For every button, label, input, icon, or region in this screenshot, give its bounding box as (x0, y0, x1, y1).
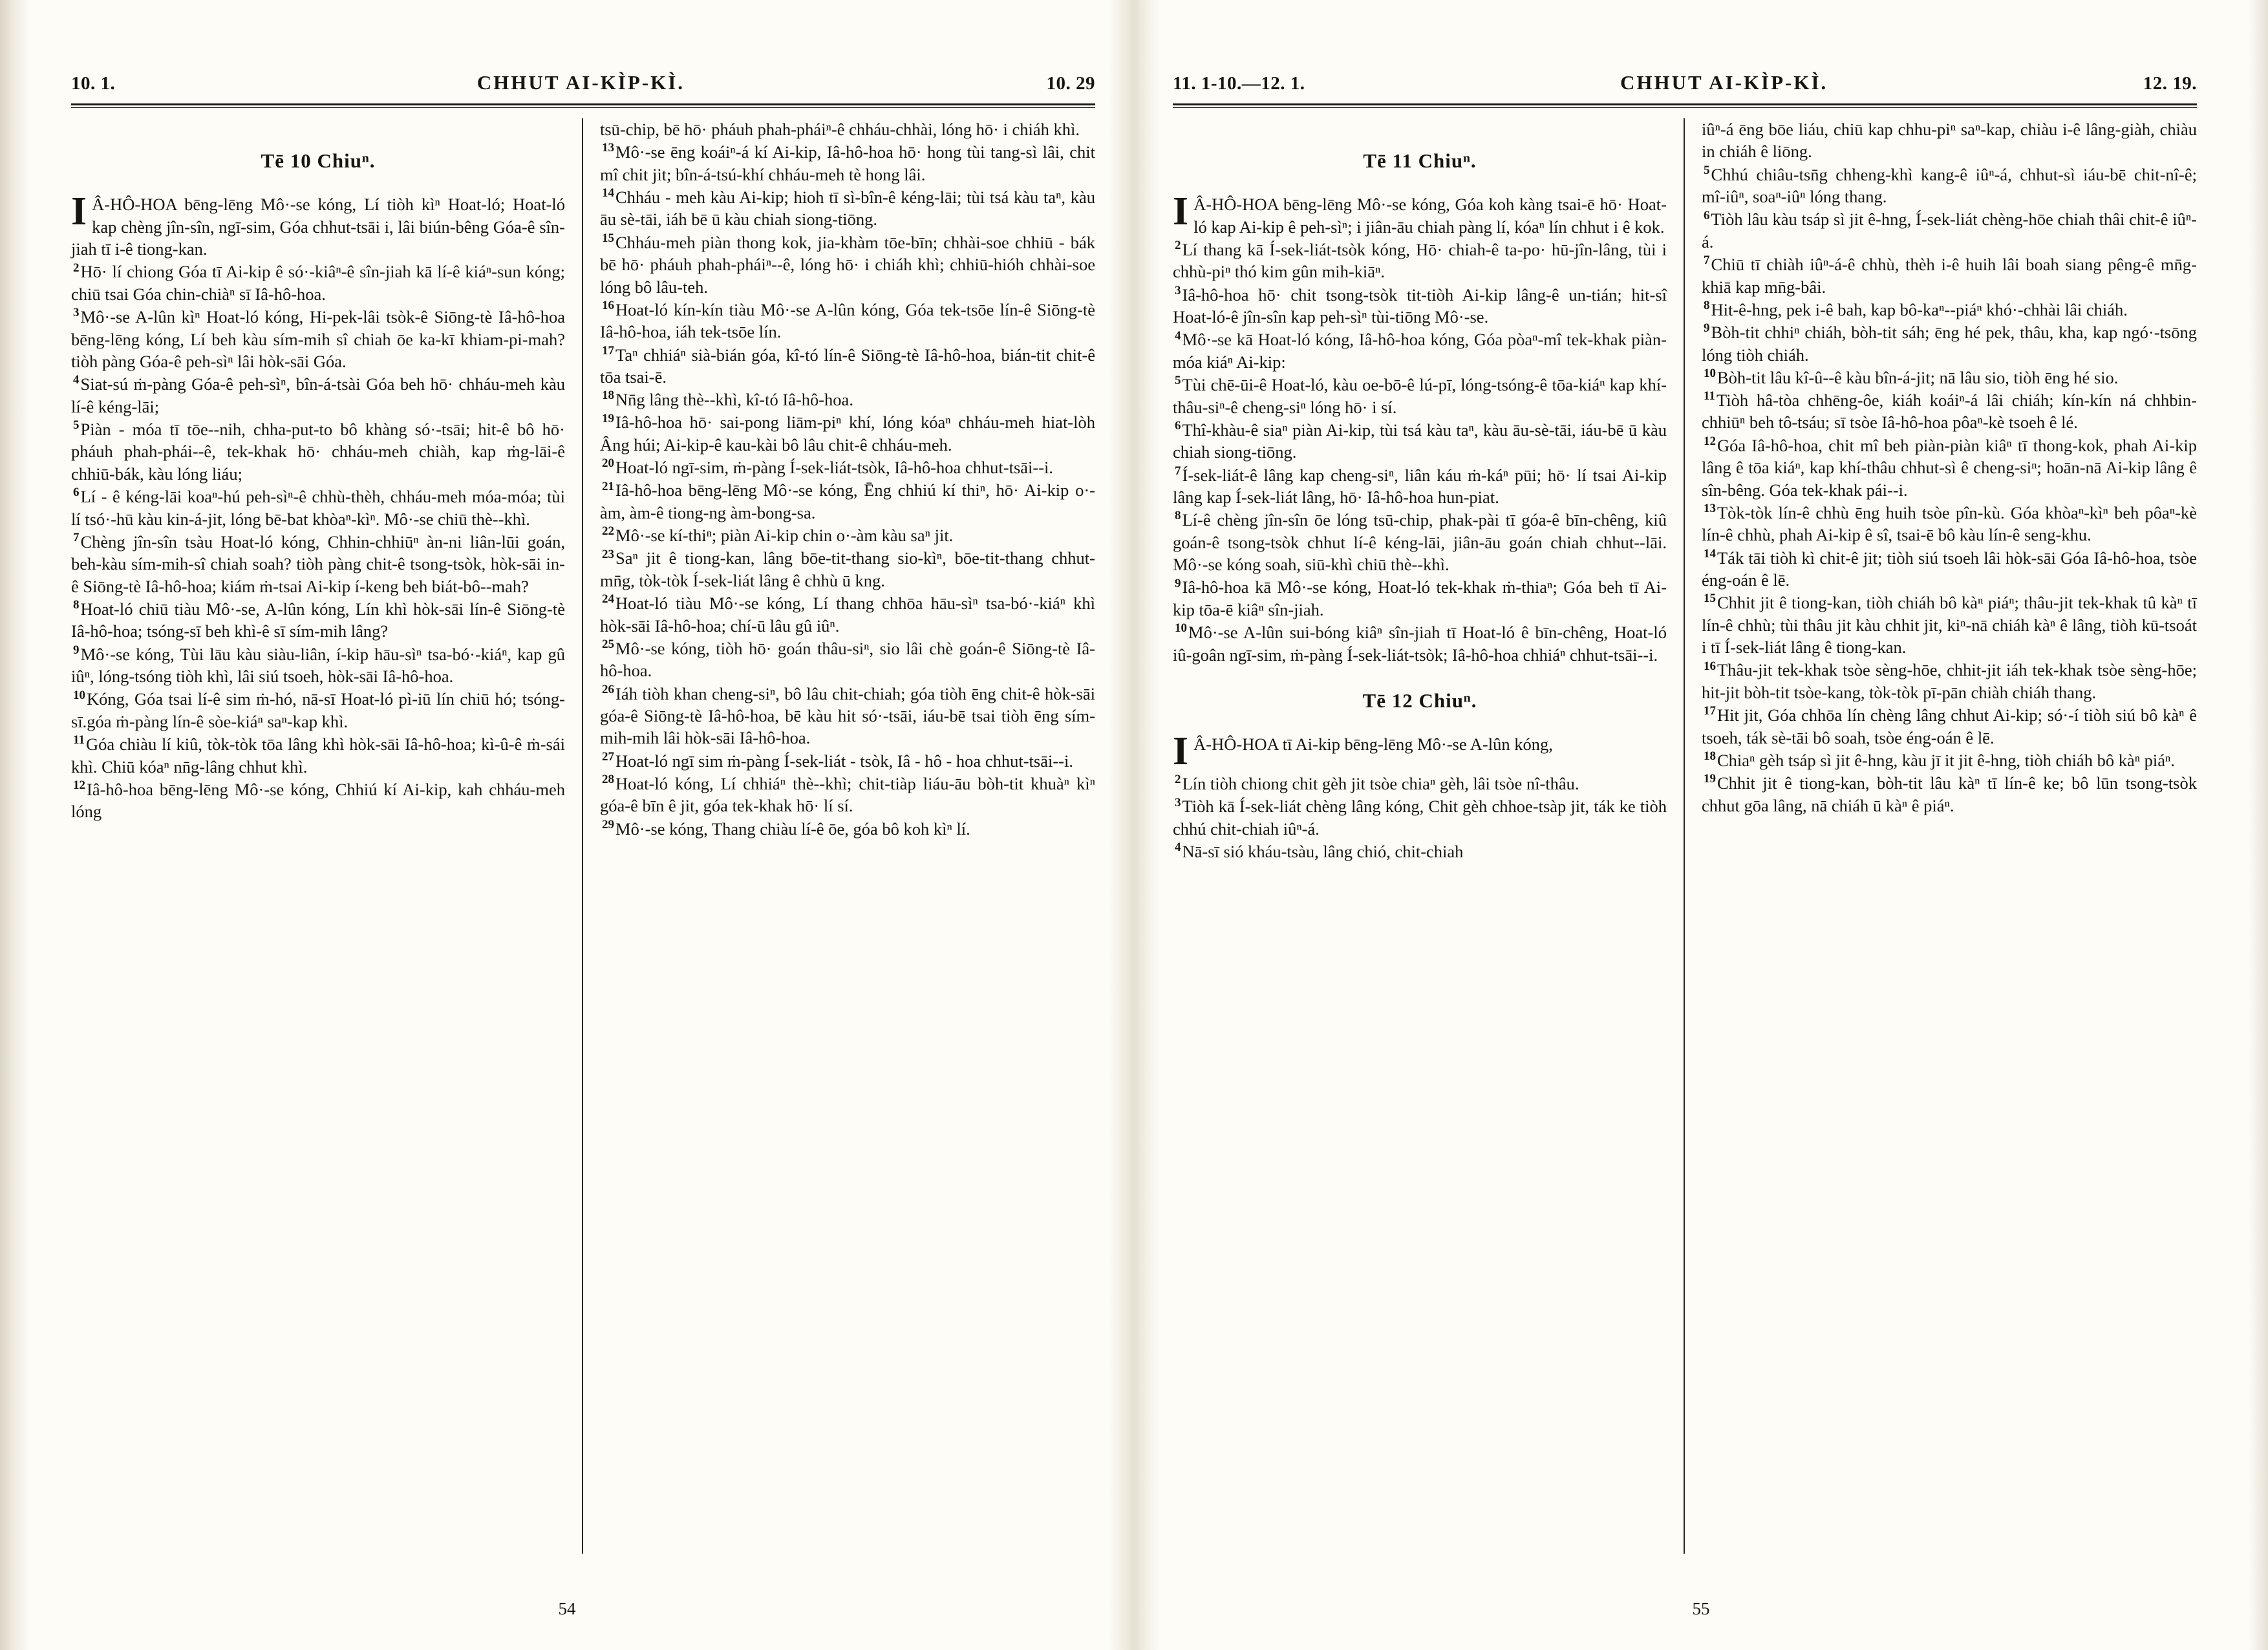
verse-text: $^{12}$Góa Iâ-hô-hoa, chit mî beh piàn-piàn kiâⁿ tī thong-kok, phah Ai-kip lâng ê tōa kiáⁿ, kap khí-thâu chhut-sì ê cheng-siⁿ; hoān-nā Ai-kip lâng ê sîn-bêng. Góa tek-khak pái--i. (1702, 434, 2197, 500)
paragraph (1173, 283, 1667, 328)
drop-cap-letter: I (1173, 729, 1189, 774)
chapter-heading-10: Tē 10 Chiuⁿ. (261, 149, 376, 172)
verse-text: $^7$Í-sek-liát-ê lâng kap cheng-siⁿ, liân káu ṁ-káⁿ pūi; hō· lí tsai Ai-kip lâng kap Í-sek-liát lâng, hō· Iâ-hô-hoa hun-piat. (1173, 464, 1667, 507)
verse-number: 7 (1175, 464, 1181, 478)
verse-text: $^{28}$Hoat-ló kóng, Lí chhiáⁿ thè--khì; chit-tiàp liáu-āu bòh-tit khuàⁿ kìⁿ góa-ê bīn ê jit, góa tek-khak hō· lí sí. (600, 773, 1095, 816)
paragraph (600, 547, 1095, 592)
left-header-ref-end: 10. 29 (1046, 73, 1095, 94)
right-column-1 (1173, 118, 1685, 1554)
verse-number: 7 (73, 531, 80, 544)
paragraph (600, 118, 1095, 140)
verse-text: $^6$Thî-khàu-ê siaⁿ piàn Ai-kip, tùi tsá kàu taⁿ, kàu āu-sè-tāi, iáu-bē ū kàu chiah siong-tiōng. (1173, 418, 1667, 462)
paragraph (1173, 189, 1667, 238)
paragraph (1173, 464, 1667, 509)
paragraph (1702, 771, 2197, 817)
verse-number: 6 (1175, 418, 1181, 433)
verse-text: $^7$Chiū tī chiàh iûⁿ-á-ê chhù, thèh i-ê huih lâi boah siang pêng-ê mn̄g-khiā kap mn̄g-bâi. (1702, 253, 2197, 297)
paragraph (1702, 591, 2197, 658)
verse-number: 26 (602, 682, 614, 696)
verse-number: 14 (1704, 546, 1716, 561)
verse-number: 17 (602, 343, 614, 358)
paragraph (1702, 366, 2197, 389)
paragraph (600, 637, 1095, 682)
verse-number: 17 (1704, 704, 1716, 718)
verse-number: 8 (1704, 298, 1710, 312)
paragraph (600, 298, 1095, 343)
verse-text: $^{22}$Mô·-se kí-thiⁿ; piàn Ai-kip chin o·-àm kàu saⁿ jit. (600, 526, 953, 545)
paragraph (1173, 772, 1667, 795)
verse-number: 24 (602, 592, 614, 606)
verse-number: 10 (73, 688, 85, 702)
paragraph (600, 682, 1095, 749)
verse-text: $^{17}$Taⁿ chhiáⁿ sià-bián góa, kî-tó lín-ê Siōng-tè Iâ-hô-hoa, bián-tit chit-ê tōa tsai-ē. (600, 343, 1095, 387)
verse-number: 19 (1704, 772, 1716, 786)
verse-text: $^{16}$Thâu-jit tek-khak tsòe sèng-hōe, chhit-jit iáh tek-khak tsòe sèng-hōe; hit-jit bòh-tit tsòe-kang, tòk-tòk pī-pān chiàh chiáh thang. (1702, 659, 2197, 702)
verse-text: $^9$Bòh-tit chhiⁿ chiáh, bòh-tit sáh; ēng hé pek, thâu, kha, kap ngó·-tsōng lóng tiòh chiáh. (1702, 321, 2197, 365)
paragraph (71, 597, 565, 643)
paragraph (1702, 389, 2197, 434)
paragraph (600, 524, 1095, 546)
verse-text: $^{12}$Iâ-hô-hoa bēng-lēng Mô·-se kóng, Chhiú kí Ai-kip, kah chháu-meh lóng (71, 778, 565, 822)
verse-number: 18 (602, 389, 614, 403)
verse-text: $^{19}$Chhit jit ê tiong-kan, bòh-tit lâu kàⁿ tī lín-ê ke; bô lūn tsong-tsòk chhut gōa lâng, nā chiáh ū kàⁿ ê piáⁿ. (1702, 772, 2197, 815)
verse-number: 12 (73, 778, 85, 792)
verse-number: 16 (602, 298, 614, 312)
verse-number: 3 (1175, 795, 1181, 809)
paragraph (1702, 703, 2197, 749)
left-header-title: CHHUT AI-KÌP-KÌ. (476, 71, 685, 94)
paragraph (1173, 418, 1667, 464)
verse-text: $^{18}$Chiaⁿ gèh tsáp sì jit ê-hng, kàu jī it jit ê-hng, tiòh chiáh bô kàⁿ piáⁿ. (1702, 751, 2175, 770)
right-page-running-head (1173, 71, 2197, 94)
verse-text: $^{13}$Mô·-se ēng koáiⁿ-á kí Ai-kip, Iâ-hô-hoa hō· hong tùi tang-sì lâi, chit mî chit jit; bîn-á-tsú-khí chháu-meh tè hong lâi. (600, 141, 1095, 184)
verse-text: $^2$Lín tiòh chiong chit gèh jit tsòe chiaⁿ gèh, lâi tsòe nî-thâu. (1173, 774, 1579, 793)
verse-number: 3 (1175, 283, 1181, 297)
verse-number: 9 (73, 643, 80, 657)
paragraph (600, 231, 1095, 298)
paragraph (600, 388, 1095, 411)
verse-number: 14 (602, 186, 614, 200)
verse-number: 10 (1704, 366, 1716, 380)
left-page-number: 54 (558, 1599, 576, 1618)
verse-number: 4 (73, 373, 80, 387)
left-page-running-head (71, 71, 1095, 94)
verse-number: 13 (1704, 502, 1716, 516)
chapter-heading-12: Tē 12 Chiuⁿ. (1362, 689, 1477, 712)
verse-number: 4 (1175, 328, 1181, 343)
paragraph (600, 411, 1095, 456)
verse-text: $^2$Lí thang kā Í-sek-liát-tsòk kóng, Hō· chiah-ê ta-po· hū-jîn-lâng, tùi i chhù-piⁿ thó kim gûn mih-kiāⁿ. (1173, 239, 1667, 282)
left-page-columns (71, 118, 1095, 1554)
verse-text: $^{23}$Saⁿ jit ê tiong-kan, lâng bōe-tit-thang sio-kìⁿ, bōe-tit-thang chhut-mn̄g, tòk-tòk Í-sek-liát lâng ê chhù ū kng. (600, 547, 1095, 590)
paragraph (71, 261, 565, 306)
verse-number: 5 (1704, 163, 1710, 177)
verse-text: $^{24}$Hoat-ló tiàu Mô·-se kóng, Lí thang chhōa hāu-sìⁿ tsa-bó·-kiáⁿ khì hòk-sāi Iâ-hô-hoa; chí-ū lâu gû iûⁿ. (600, 592, 1095, 636)
drop-cap-letter: I (1173, 189, 1189, 234)
left-header-rule (71, 103, 1095, 108)
verse-text: $^3$Mô·-se A-lûn kìⁿ Hoat-ló kóng, Hi-pek-lâi tsòk-ê Siōng-tè Iâ-hô-hoa bēng-lēng kóng, Lí beh kàu sím-mih sî chiah ōe ka-kī khiam-pi-mah? tiòh pàng Góa-ê peh-sìⁿ lâi hòk-sāi Góa. (71, 306, 565, 372)
verse-number: 18 (1704, 749, 1716, 764)
verse-number: 15 (602, 231, 614, 245)
verse-number: 28 (602, 773, 614, 787)
paragraph (600, 817, 1095, 840)
paragraph (1702, 298, 2197, 321)
verse-text: $^{13}$Tòk-tòk lín-ê chhù ēng huih tsòe pîn-kù. Góa khòaⁿ-kìⁿ beh pôaⁿ-kè lín-ê chhù, phah Ai-kip ê sî, tsai-ē bô kàu lín-ê seng-khu. (1702, 502, 2197, 545)
verse-text: $^{17}$Hit jit, Góa chhōa lín chèng lâng chhut Ai-kip; só·-í tiòh siú bô kàⁿ ê tsoeh, ták sè-tāi bô soah, tsòe éng-oán ê lē. (1702, 704, 2197, 747)
verse-text: $^8$Hoat-ló chiū tiàu Mô·-se, A-lûn kóng, Lín khì hòk-sāi lín-ê Siōng-tè Iâ-hô-hoa; tsóng-sī beh khì-ê sī sím-mih lâng? (71, 598, 565, 641)
verse-text: Â-HÔ-HOA tī Ai-kip bēng-lēng Mô·-se A-lûn kóng, (1193, 734, 1553, 755)
verse-number: 22 (602, 524, 614, 539)
verse-number: 2 (1175, 239, 1181, 253)
right-column-2 (1685, 118, 2197, 1554)
verse-number: 16 (1704, 659, 1716, 673)
verse-text: $^{18}$Nn̄g lâng thè--khì, kî-tó Iâ-hô-hoa. (600, 390, 853, 409)
verse-number: 9 (1704, 321, 1710, 336)
verse-text: $^6$Lí - ê kéng-lāi koaⁿ-hú peh-sìⁿ-ê chhù-thèh, chháu-meh móa-móa; tùi lí tsó·-hū kàu kin-á-jit, lóng bē-bat khòaⁿ-kìⁿ. Mô·-se chiū thè--khì. (71, 486, 565, 529)
verse-text: tsū-chip, bē hō· pháuh phah-pháiⁿ-ê chháu-chhài, lóng hō· i chiáh khì. (600, 120, 1080, 139)
verse-number: 20 (602, 456, 614, 471)
verse-number: 12 (1704, 434, 1716, 448)
verse-text: $^2$Hō· lí chiong Góa tī Ai-kip ê só·-kiâⁿ-ê sîn-jiah kā lí-ê kiáⁿ-sun kóng; chiū tsai Góa chin-chiàⁿ sī Iâ-hô-hoa. (71, 261, 565, 304)
verse-text: $^{27}$Hoat-ló ngī sim ṁ-pàng Í-sek-liát - tsòk, Iâ - hô - hoa chhut-tsāi--i. (600, 751, 1073, 771)
verse-text: $^{10}$Mô·-se A-lûn sui-bóng kiâⁿ sîn-jiah tī Hoat-ló ê bīn-chêng, Hoat-ló iû-goân ngī-sim, ṁ-pàng Í-sek-liát-tsòk; Iâ-hô-hoa chhiáⁿ chhut-tsāi--i. (1173, 621, 1667, 665)
verse-text: $^{16}$Hoat-ló kín-kín tiàu Mô·-se A-lûn kóng, Góa tek-tsōe lín-ê Siōng-tè Iâ-hô-hoa, iáh tek-tsōe lín. (600, 298, 1095, 342)
paragraph (1702, 321, 2197, 366)
paragraph (1173, 328, 1667, 374)
paragraph (600, 749, 1095, 772)
verse-text: Â-HÔ-HOA bēng-lēng Mô·-se kóng, Góa koh kàng tsai-ē hō· Hoat-ló kap Ai-kip ê peh-sìⁿ; i jiân-āu chiah pàng lí, kóaⁿ lín chhut i ê kok. (1193, 195, 1667, 237)
paragraph (1173, 238, 1667, 283)
verse-text: iûⁿ-á ēng bōe liáu, chiū kap chhu-piⁿ saⁿ-kap, chiàu i-ê lâng-giàh, chiàu in chiáh ê liōng. (1702, 120, 2197, 162)
verse-number: 8 (1175, 509, 1181, 523)
verse-number: 27 (602, 749, 614, 764)
verse-number: 10 (1175, 621, 1187, 636)
verse-text: $^7$Chèng jîn-sîn tsàu Hoat-ló kóng, Chhin-chhiūⁿ àn-ni liân-lūi goán, beh-kàu sím-mih-sî chiah soah? tiòh pàng chit-ê tsong-tsòk, hòk-sāi in-ê Siōng-tè Iâ-hô-hoa; kiám ṁ-tsai Ai-kip í-keng beh biát-bô--mah? (71, 531, 565, 596)
verse-number: 6 (73, 486, 80, 500)
verse-number: 6 (1704, 208, 1710, 222)
paragraph (1173, 729, 1667, 774)
verse-number: 3 (73, 306, 80, 320)
paragraph (1702, 253, 2197, 298)
verse-text: $^{26}$Iáh tiòh khan cheng-siⁿ, bô lâu chit-chiah; góa tiòh ēng chit-ê hòk-sāi góa-ê Siōng-tè Iâ-hô-hoa, bē kàu hit só·-tsāi, iáu-bē tsai tiòh ēng sím-mih-mih lâi hòk-sāi Iâ-hô-hoa. (600, 682, 1095, 748)
verse-text: $^6$Tiòh lâu kàu tsáp sì jit ê-hng, Í-sek-liát chèng-hōe chiah thâi chit-ê iûⁿ-á. (1702, 208, 2197, 252)
verse-number: 11 (73, 733, 85, 747)
chapter-heading-11: Tē 11 Chiuⁿ. (1363, 149, 1477, 172)
right-header-ref-start: 11. 1-10.—12. 1. (1173, 73, 1305, 94)
verse-number: 5 (73, 418, 80, 433)
right-page-columns (1173, 118, 2197, 1554)
right-header-ref-end: 12. 19. (2143, 73, 2197, 94)
paragraph (600, 343, 1095, 389)
paragraph (71, 778, 565, 823)
verse-number: 13 (602, 141, 614, 155)
verse-text: $^{11}$Góa chiàu lí kiû, tòk-tòk tōa lâng khì hòk-sāi Iâ-hô-hoa; kì-û-ê ṁ-sái khì. Chiū kóaⁿ nn̄g-lâng chhut khì. (71, 733, 565, 777)
verse-number: 8 (73, 598, 80, 612)
verse-number: 2 (1175, 773, 1181, 787)
verse-number: 2 (73, 261, 80, 275)
paragraph (600, 140, 1095, 186)
verse-text: $^3$Iâ-hô-hoa hō· chit tsong-tsòk tit-tiòh Ai-kip lâng-ê un-tián; hit-sî Hoat-ló-ê jîn-sîn kap peh-sìⁿ tùi-tiōng Mô·-se. (1173, 283, 1667, 327)
verse-text: $^8$Lí-ê chèng jîn-sîn ōe lóng tsū-chip, phak-pài tī góa-ê bīn-chêng, kiû goán-ê tsong-tsòk chhut lí-ê kéng-lāi, jiân-āu goán chiah chhut--lāi. Mô·-se kóng soah, siū-khì chiū thè--khì. (1173, 509, 1667, 575)
verse-text: $^3$Tiòh kā Í-sek-liát chèng lâng kóng, Chit gèh chhoe-tsàp jit, ták ke tiòh chhú chit-chiah iûⁿ-á. (1173, 795, 1667, 839)
paragraph (600, 456, 1095, 478)
verse-text: $^{14}$Chháu - meh kàu Ai-kip; hioh tī sì-bîn-ê kéng-lāi; tùi tsá kàu taⁿ, kàu āu sè-tāi, iáh bē ū kàu chiah siong-tiōng. (600, 186, 1095, 230)
verse-text: $^{21}$Iâ-hô-hoa bēng-lēng Mô·-se kóng, Ēng chhiú kí thiⁿ, hō· Ai-kip o·-àm, àm-ê tiong-ng àm-bong-sa. (600, 479, 1095, 522)
verse-text: Â-HÔ-HOA bēng-lēng Mô·-se kóng, Lí tiòh kìⁿ Hoat-ló; Hoat-ló kap chèng jîn-sîn, ngī-sim, Góa chhut-tsāi i, lâi biún-bêng Góa-ê sîn-jiah tī i-ê tiong-kan. (71, 195, 565, 259)
paragraph (71, 688, 565, 733)
right-header-title: CHHUT AI-KÌP-KÌ. (1620, 71, 1828, 94)
paragraph (1173, 373, 1667, 418)
verse-text: $^{10}$Bòh-tit lâu kî-û--ê kàu bîn-á-jit; nā lâu sio, tiòh ēng hé sio. (1702, 368, 2118, 387)
paragraph (71, 189, 565, 260)
verse-text: $^{15}$Chháu-meh piàn thong kok, jia-khàm tōe-bīn; chhài-soe chhiū - bák bē hō· pháuh phah-pháiⁿ--ê, lóng hō· i chiáh khì; chhiū-hióh chhài-soe lóng bô lâu-teh. (600, 231, 1095, 297)
paragraph (1702, 163, 2197, 208)
verse-text: $^{25}$Mô·-se kóng, tiòh hō· goán thâu-siⁿ, sio lâi chè goán-ê Siōng-tè Iâ-hô-hoa. (600, 638, 1095, 681)
verse-number: 9 (1175, 576, 1181, 590)
verse-number: 23 (602, 547, 614, 561)
verse-text: $^4$Nā-sī sió kháu-tsàu, lâng chió, chit-chiah (1173, 842, 1463, 861)
verse-text: $^{29}$Mô·-se kóng, Thang chiàu lí-ê ōe, góa bô koh kìⁿ lí. (600, 819, 970, 839)
right-header-rule (1173, 103, 2197, 108)
verse-text: $^5$Piàn - móa tī tōe--nih, chha-put-to bô khàng só·-tsāi; hit-ê bô hō· pháuh phah-phái--ê, tek-khak hō· chháu-meh chiàh, kap ṁg-lāi-ê chhiū-bák, kàu lóng liáu; (71, 418, 565, 484)
verse-number: 4 (1175, 841, 1181, 855)
paragraph (71, 643, 565, 688)
paragraph (1173, 576, 1667, 621)
verse-text: $^5$Tùi chē-ūi-ê Hoat-ló, kàu oe-bō-ê lú-pī, lóng-tsóng-ê tōa-kiáⁿ kap khí-thâu-siⁿ-ê cheng-siⁿ lóng hō· i sí. (1173, 374, 1667, 417)
verse-number: 21 (602, 479, 614, 493)
paragraph (600, 186, 1095, 231)
verse-text: $^4$Siat-sú ṁ-pàng Góa-ê peh-sìⁿ, bîn-á-tsài Góa beh hō· chháu-meh kàu lí-ê kéng-lāi; (71, 373, 565, 416)
verse-text: $^{10}$Kóng, Góa tsai lí-ê sim ṁ-hó, nā-sī Hoat-ló pì-iū lín chiū hó; tsóng-sī.góa ṁ-pàng lín-ê sòe-kiáⁿ saⁿ-kap khì. (71, 688, 565, 731)
verse-text: $^{20}$Hoat-ló ngī-sim, ṁ-pàng Í-sek-liát-tsòk, Iâ-hô-hoa chhut-tsāi--i. (600, 458, 1053, 477)
paragraph (71, 530, 565, 597)
right-page (1134, 0, 2268, 1650)
paragraph (600, 479, 1095, 524)
paragraph (600, 772, 1095, 817)
left-column-2 (583, 118, 1095, 1554)
verse-number: 5 (1175, 374, 1181, 388)
paragraph (1702, 434, 2197, 501)
paragraph (1173, 508, 1667, 575)
verse-text: $^{11}$Tiòh hâ-tòa chhēng-ôe, kiáh koáiⁿ-á lâi chiáh; kín-kín ná chhbin-chhiūⁿ beh tô-tsáu; sī tsòe Iâ-hô-hoa pôaⁿ-kè tsoeh ê lé. (1702, 389, 2197, 433)
verse-text: $^{14}$Ták tāi tiòh kì chit-ê jit; tiòh siú tsoeh lâi hòk-sāi Góa Iâ-hô-hoa, tsòe éng-oán ê lē. (1702, 546, 2197, 590)
paragraph (1702, 118, 2197, 163)
verse-text: $^9$Iâ-hô-hoa kā Mô·-se kóng, Hoat-ló tek-khak ṁ-thiaⁿ; Góa beh tī Ai-kip tōa-ē kiâⁿ sîn-jiah. (1173, 576, 1667, 619)
verse-number: 29 (602, 817, 614, 831)
paragraph (600, 592, 1095, 637)
verse-number: 15 (1704, 592, 1716, 606)
verse-number: 11 (1704, 389, 1715, 403)
paragraph (1702, 208, 2197, 253)
verse-number: 7 (1704, 253, 1710, 268)
verse-text: $^9$Mô·-se kóng, Tùi lāu kàu siàu-liân, í-kip hāu-sìⁿ tsa-bó·-kiáⁿ, kap gû iûⁿ, lóng-tsóng tiòh khì, lâi siú tsoeh, hòk-sāi Iâ-hô-hoa. (71, 643, 565, 687)
right-page-number: 55 (1692, 1599, 1710, 1618)
verse-number: 25 (602, 638, 614, 651)
paragraph (1702, 659, 2197, 704)
paragraph (1173, 621, 1667, 666)
verse-text: $^{19}$Iâ-hô-hoa hō· sai-pong liām-piⁿ khí, lóng kóaⁿ chháu-meh hiat-lòh Âng húi; Ai-kip-ê kau-kài bô lâu chit-ê chháu-meh. (600, 411, 1095, 455)
drop-cap-letter: I (71, 189, 87, 234)
paragraph (71, 485, 565, 530)
paragraph (1702, 546, 2197, 592)
paragraph (71, 733, 565, 778)
paragraph (1173, 840, 1667, 862)
verse-text: $^8$Hit-ê-hng, pek i-ê bah, kap bô-kaⁿ--piáⁿ khó·-chhài lâi chiáh. (1702, 300, 2128, 319)
verse-text: $^{15}$Chhit jit ê tiong-kan, tiòh chiáh bô kàⁿ piáⁿ; thâu-jit tek-khak tû kàⁿ tī lín-ê chhù; tùi thâu jit kàu chhit jit, kiⁿ-nā chiáh kàⁿ ê lâng, tiòh kū-tsoát i tī Í-sek-liát lâng ê tiong-kan. (1702, 592, 2197, 658)
verse-text: $^4$Mô·-se kā Hoat-ló kóng, Iâ-hô-hoa kóng, Góa pòaⁿ-mî tek-khak piàn-móa kiáⁿ Ai-kip: (1173, 328, 1667, 372)
verse-text: $^5$Chhú chiâu-tsn̄g chheng-khì kang-ê iûⁿ-á, chhut-sì iáu-bē chit-nî-ê; mî-iûⁿ, soaⁿ-iûⁿ lóng thang. (1702, 163, 2197, 207)
paragraph (71, 305, 565, 372)
paragraph (1702, 501, 2197, 546)
verse-number: 19 (602, 411, 614, 425)
paragraph (1173, 795, 1667, 841)
paragraph (1702, 749, 2197, 771)
left-column-1 (71, 118, 583, 1554)
paragraph (71, 418, 565, 485)
left-header-ref-start: 10. 1. (71, 73, 116, 94)
paragraph (71, 372, 565, 418)
